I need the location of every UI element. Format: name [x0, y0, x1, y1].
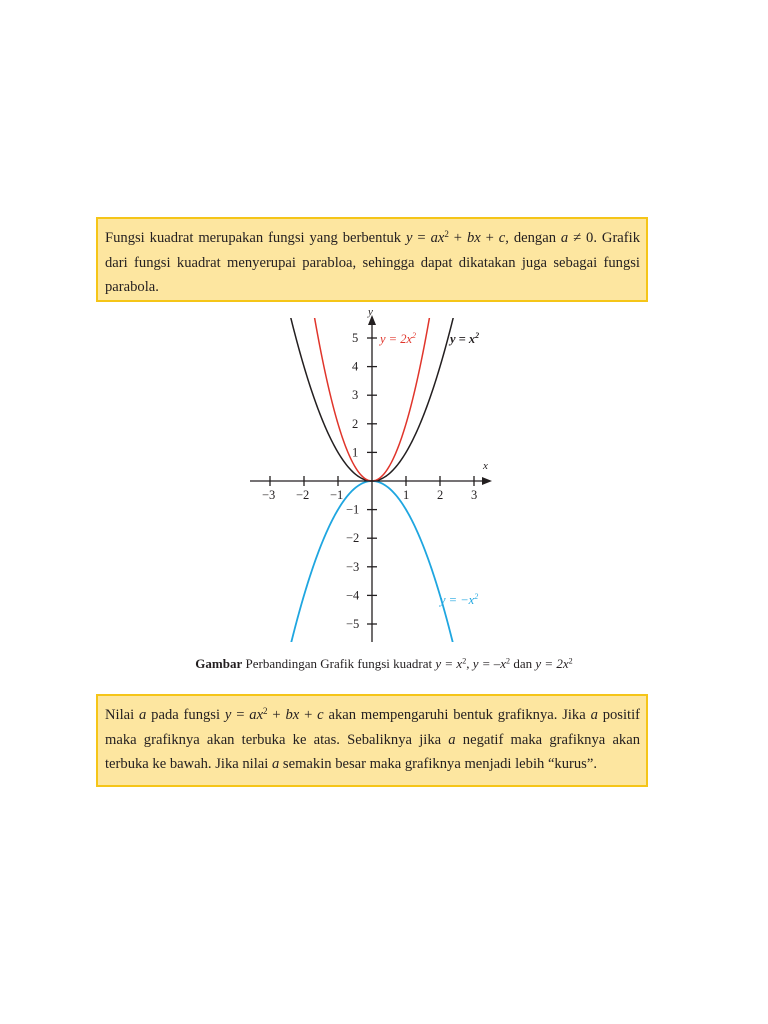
text-part: Nilai	[105, 707, 140, 723]
effect-of-a-text	[105, 703, 640, 777]
formula-term-c: c	[317, 707, 324, 723]
formula-plus: +	[299, 707, 318, 723]
formula-term-ax: ax	[249, 707, 264, 723]
label-y-2x2: $y = 2x^2$	[380, 331, 417, 346]
formula-term-bx: bx	[466, 230, 481, 246]
caption-bold: Gambar	[195, 656, 243, 671]
y-tick-label: 3	[352, 388, 359, 403]
var-a: a	[271, 756, 280, 772]
caption-formula: y = –x	[472, 656, 507, 671]
y-tick-label: 5	[352, 331, 359, 345]
x-tick-label: −2	[296, 488, 310, 502]
formula-eq: =	[412, 230, 431, 246]
formula-var-y: y	[406, 230, 413, 246]
x-tick-label: 1	[403, 488, 410, 502]
formula-plus: +	[448, 230, 467, 246]
definition-text-part: , dengan	[505, 230, 561, 246]
y-tick-label: 4	[352, 359, 359, 374]
text-part: semakin besar maka grafiknya menjadi lebih “kurus”.	[279, 756, 597, 772]
formula-var-y: y	[224, 707, 232, 723]
var-a: a	[590, 707, 598, 723]
y-tick-label: −4	[346, 588, 360, 603]
label-y-neg-x2: $y = -x^2$	[440, 592, 479, 607]
x-tick-label: 2	[437, 488, 444, 502]
y-tick-label: −2	[346, 531, 360, 546]
text-part: akan mempengaruhi bentuk grafiknya. Jika	[323, 707, 591, 723]
y-tick-label: 1	[352, 445, 359, 460]
parabola-comparison-graph	[240, 300, 500, 646]
formula-plus: +	[480, 230, 499, 246]
caption-exponent: 2	[506, 656, 511, 666]
formula-term-c: c	[498, 230, 506, 246]
formula-term-bx: bx	[285, 707, 300, 723]
x-tick-label: 3	[471, 488, 478, 502]
formula-eq: =	[231, 707, 250, 723]
x-tick-label: −1	[330, 488, 344, 502]
x-axis-label: x	[483, 460, 488, 472]
definition-text-part: ≠ 0. Grafik dari fungsi kuadrat menyerupai parabloa, sehingga dapat dikatakan juga sebagai fungsi parabola.	[105, 230, 640, 295]
caption-formula: y = x	[435, 656, 463, 671]
definition-box	[96, 217, 648, 302]
caption-text: Perbandingan Grafik fungsi kuadrat	[242, 656, 436, 671]
effect-of-a-box	[96, 694, 648, 787]
label-y-x2: $y = x^2$	[450, 331, 480, 346]
text-part: pada fungsi	[146, 707, 225, 723]
formula-term-ax: ax	[430, 230, 445, 246]
condition-var-a: a	[560, 230, 569, 246]
x-tick-label: −3	[262, 488, 276, 502]
text-part: negatif maka grafiknya akan terbuka ke bawah. Jika nilai	[105, 731, 640, 772]
definition-text	[105, 226, 640, 300]
var-a: a	[448, 731, 456, 748]
y-axis-label: y	[368, 306, 373, 318]
y-tick-label: −1	[346, 502, 360, 517]
definition-text-part: Fungsi kuadrat merupakan fungsi yang berbentuk	[105, 230, 407, 246]
y-tick-label: −3	[346, 559, 360, 574]
var-a: a	[139, 707, 147, 723]
caption-sep: dan	[510, 656, 536, 671]
y-tick-label: 2	[352, 416, 359, 431]
formula-plus: +	[267, 707, 286, 723]
y-tick-label: −5	[346, 617, 360, 631]
caption-exponent: 2	[568, 656, 573, 666]
text-part: positif maka grafiknya akan terbuka ke atas. Sebaliknya jika	[105, 707, 640, 748]
caption-sep: ,	[466, 656, 473, 671]
figure-caption	[100, 655, 668, 673]
caption-exponent: 2	[462, 656, 467, 666]
formula-exponent: 2	[444, 229, 449, 240]
caption-formula: y = 2x	[535, 656, 569, 671]
formula-exponent: 2	[263, 706, 268, 717]
x-axis-arrow	[482, 477, 492, 485]
